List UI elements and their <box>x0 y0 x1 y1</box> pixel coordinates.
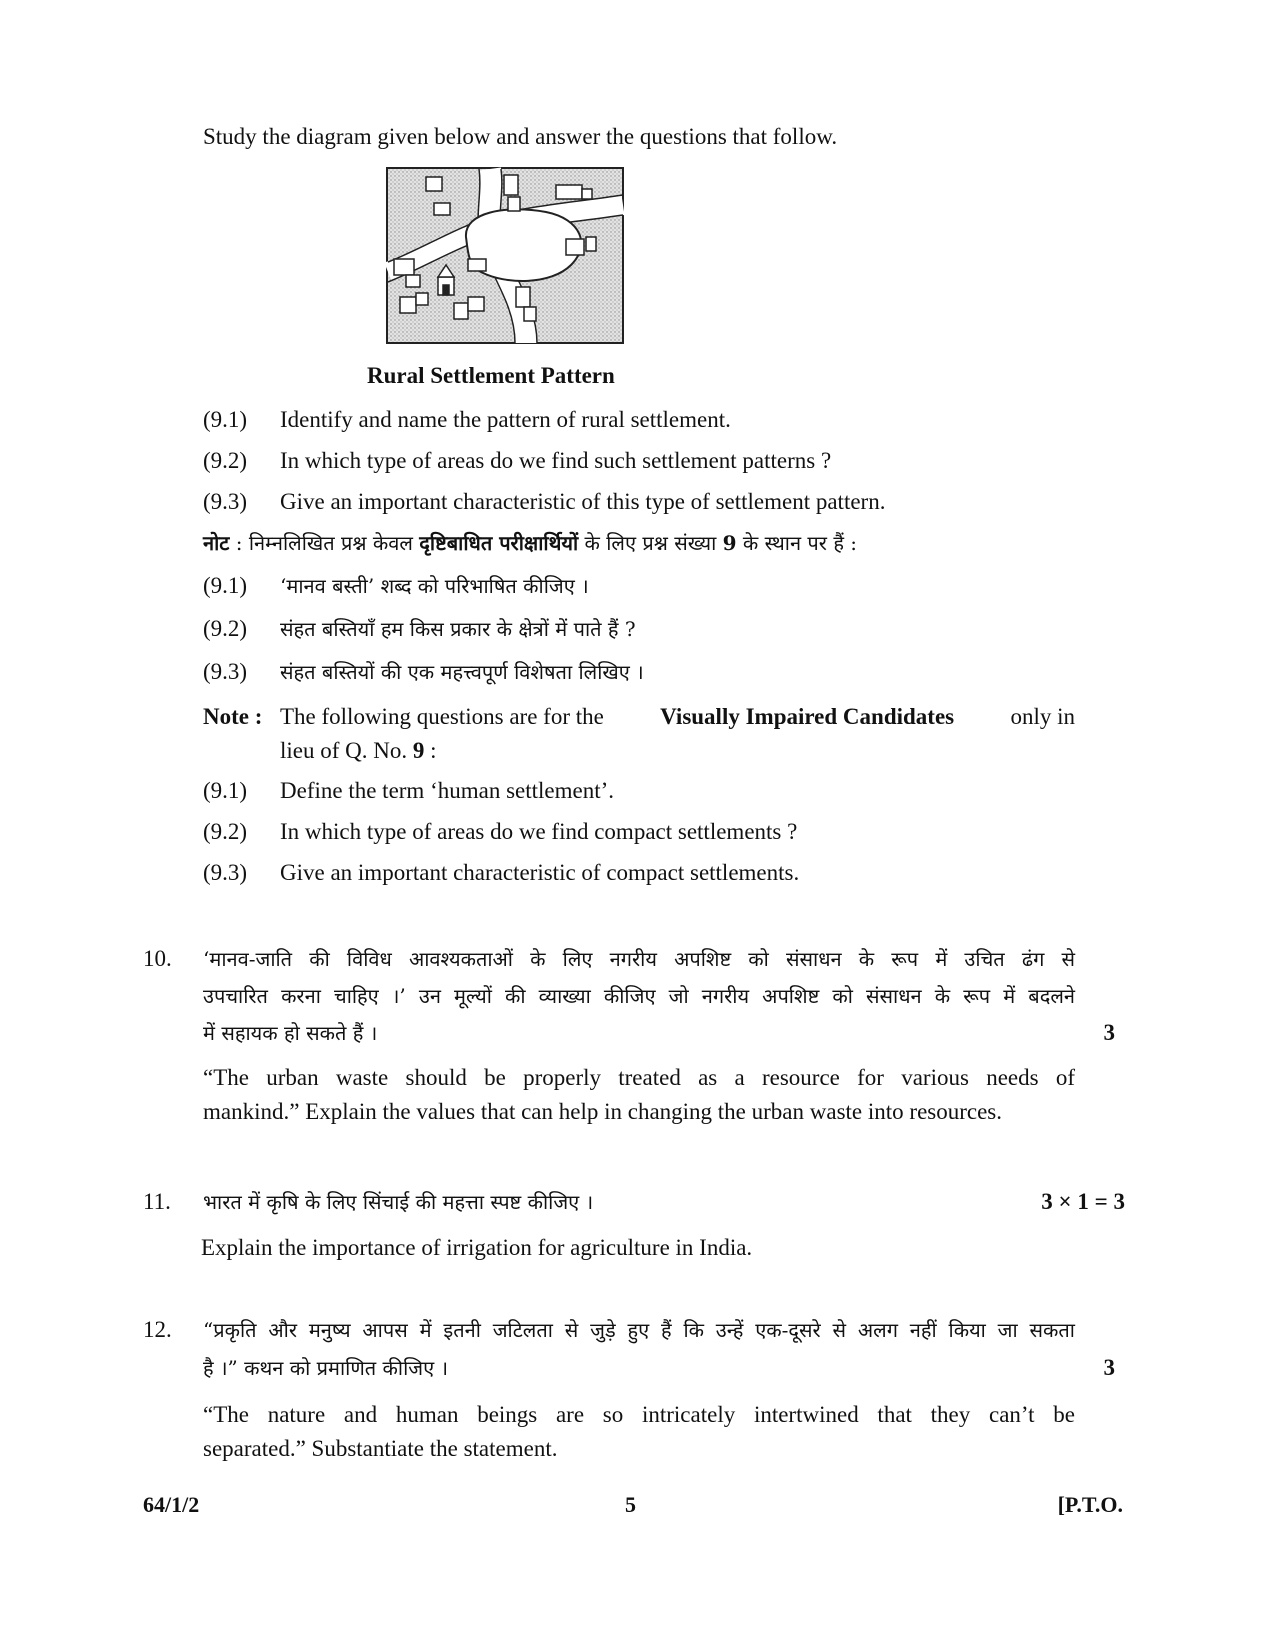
item-number: (9.3) <box>203 860 248 885</box>
question-number: 12. <box>143 1317 172 1342</box>
item-text: Define the term ‘human settlement’. <box>280 778 615 803</box>
q9-item <box>203 403 731 437</box>
note-text: The following questions are for the <box>280 704 604 729</box>
paper-code: 64/1/2 <box>143 1492 200 1517</box>
marks-label: 3 <box>1103 1355 1115 1380</box>
rural-settlement-diagram <box>386 167 624 344</box>
item-number: (9.1) <box>203 573 248 598</box>
marks-label: 3 × 1 = 3 <box>1041 1189 1125 1214</box>
item-number: (9.3) <box>203 489 248 514</box>
intro-text: Study the diagram given below and answer the questions that follow. <box>203 124 838 149</box>
q12-en-line: “The nature and human beings are so intricately intertwined that they can’t be <box>203 1402 1075 1427</box>
q10-hindi-line: ‘मानव-जाति की विविध आवश्यकताओं के लिए नगरीय अपशिष्ट को संसाधन के रूप में उचित ढंग से <box>203 947 1075 971</box>
item-text: In which type of areas do we find such settlement patterns ? <box>280 448 832 473</box>
question-number: 10. <box>143 946 172 971</box>
item-number: (9.2) <box>203 819 248 844</box>
item-number: (9.3) <box>203 659 248 684</box>
note-text: के स्थान पर हैं : <box>736 531 858 555</box>
q11-hindi: भारत में कृषि के लिए सिंचाई की महत्ता स्पष्ट कीजिए । <box>203 1190 594 1214</box>
note-bold: Visually Impaired Candidates <box>660 704 955 729</box>
item-text: संहत बस्तियों की एक महत्त्वपूर्ण विशेषता लिखिए । <box>280 660 644 684</box>
item-number: (9.2) <box>203 448 248 473</box>
item-number: (9.1) <box>203 778 248 803</box>
item-number: (9.1) <box>203 407 248 432</box>
note-text: : <box>430 738 437 763</box>
item-number: (9.2) <box>203 616 248 641</box>
en-note-label: Note : <box>203 704 263 729</box>
q9-hindi-item <box>203 655 644 689</box>
note-text: : निम्नलिखित प्रश्न केवल <box>229 531 420 555</box>
item-text: Give an important characteristic of compact settlements. <box>280 860 800 885</box>
q9-hindi-item <box>203 569 589 603</box>
marks-label: 3 <box>1103 1020 1115 1045</box>
item-text: संहत बस्तियाँ हम किस प्रकार के क्षेत्रों में पाते हैं ? <box>280 617 636 641</box>
q9-vi-item <box>203 815 797 849</box>
item-text: ‘मानव बस्ती’ शब्द को परिभाषित कीजिए । <box>280 574 589 598</box>
note-bold: दृष्टिबाधित परीक्षार्थियों <box>419 531 579 555</box>
q10-hindi-line: में सहायक हो सकते हैं । <box>203 1021 378 1045</box>
note-bold: 9 <box>722 531 737 555</box>
q9-item <box>203 485 885 519</box>
q10-hindi-line: उपचारित करना चाहिए ।’ उन मूल्यों की व्याख्या कीजिए जो नगरीय अपशिष्ट को संसाधन के रूप में बदलने <box>203 984 1075 1008</box>
item-text: Give an important characteristic of this type of settlement pattern. <box>280 489 886 514</box>
q10-en-line: “The urban waste should be properly treated as a resource for various needs of <box>203 1065 1075 1090</box>
hindi-note <box>203 526 857 560</box>
q12-en-line: separated.” Substantiate the statement. <box>203 1436 558 1461</box>
q11-en: Explain the importance of irrigation for agriculture in India. <box>201 1235 753 1260</box>
en-note-line2 <box>280 734 437 768</box>
note-text: lieu of Q. No. <box>280 738 408 763</box>
figure-caption: Rural Settlement Pattern <box>367 363 615 388</box>
en-note-line1 <box>280 700 1075 734</box>
note-label: नोट <box>203 531 230 555</box>
note-bold: 9 <box>412 738 425 763</box>
q9-hindi-item <box>203 612 636 646</box>
note-text: only in <box>1010 704 1075 729</box>
page-number: 5 <box>625 1492 636 1517</box>
q12-hindi-line: है ।” कथन को प्रमाणित कीजिए । <box>203 1356 449 1380</box>
q10-en-line: mankind.” Explain the values that can help in changing the urban waste into resources. <box>203 1099 1003 1124</box>
q12-hindi-line: “प्रकृति और मनुष्य आपस में इतनी जटिलता से जुड़े हुए हैं कि उन्हें एक-दूसरे से अलग नहीं किया जा सकता <box>203 1318 1075 1342</box>
item-text: Identify and name the pattern of rural settlement. <box>280 407 731 432</box>
q9-vi-item <box>203 774 614 808</box>
question-number: 11. <box>143 1189 171 1214</box>
q9-vi-item <box>203 856 799 890</box>
pto-label: [P.T.O. <box>1057 1492 1123 1517</box>
item-text: In which type of areas do we find compact settlements ? <box>280 819 798 844</box>
note-text: के लिए प्रश्न संख्या <box>578 531 723 555</box>
q9-item <box>203 444 831 478</box>
